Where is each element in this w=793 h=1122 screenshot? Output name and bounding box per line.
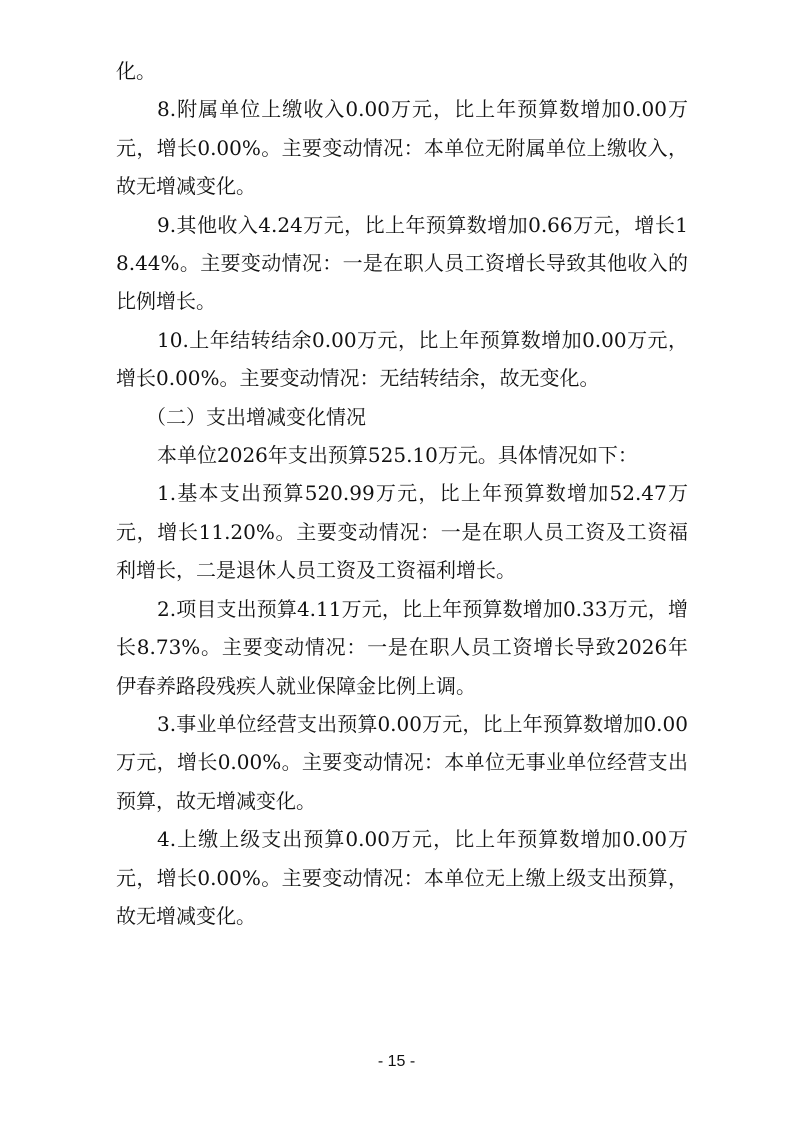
paragraph-other-income: 9.其他收入4.24万元，比上年预算数增加0.66万元，增长18.44%。主要变动情况：一是在职人员工资增长导致其他收入的比例增长。 (116, 212, 688, 314)
document-body (116, 52, 688, 935)
paragraph-remittance-to-superior: 4.上缴上级支出预算0.00万元，比上年预算数增加0.00万元，增长0.00%。主要变动情况：本单位无上缴上级支出预算，故无增减变化。 (116, 827, 688, 928)
paragraph-project-expenditure: 2.项目支出预算4.11万元，比上年预算数增加0.33万元，增长8.73%。主要变动情况：一是在职人员工资增长导致2026年伊春养路段残疾人就业保障金比例上调。 (116, 596, 688, 698)
paragraph-continuation: 化。 (116, 59, 156, 83)
section-heading-expenditure-changes: （二）支出增减变化情况 (146, 404, 366, 429)
paragraph-operating-expenditure: 3.事业单位经营支出预算0.00万元，比上年预算数增加0.00万元，增长0.00%。主要变动情况：本单位无事业单位经营支出预算，故无增减变化。 (116, 711, 688, 813)
paragraph-prior-year-carryover: 10.上年结转结余0.00万元，比上年预算数增加0.00万元，增长0.00%。主要变动情况：无结转结余，故无变化。 (116, 327, 688, 391)
paragraph-basic-expenditure: 1.基本支出预算520.99万元，比上年预算数增加52.47万元，增长11.20%。主要变动情况：一是在职人员工资及工资福利增长，二是退休人员工资及工资福利增长。 (116, 481, 688, 583)
paragraph-expenditure-summary: 本单位2026年支出预算525.10万元。具体情况如下： (157, 443, 638, 468)
page-number: - 15 - (377, 1053, 416, 1070)
paragraph-affiliated-unit-income: 8.附属单位上缴收入0.00万元，比上年预算数增加0.00万元，增长0.00%。主要变动情况：本单位无附属单位上缴收入，故无增减变化。 (116, 97, 688, 199)
